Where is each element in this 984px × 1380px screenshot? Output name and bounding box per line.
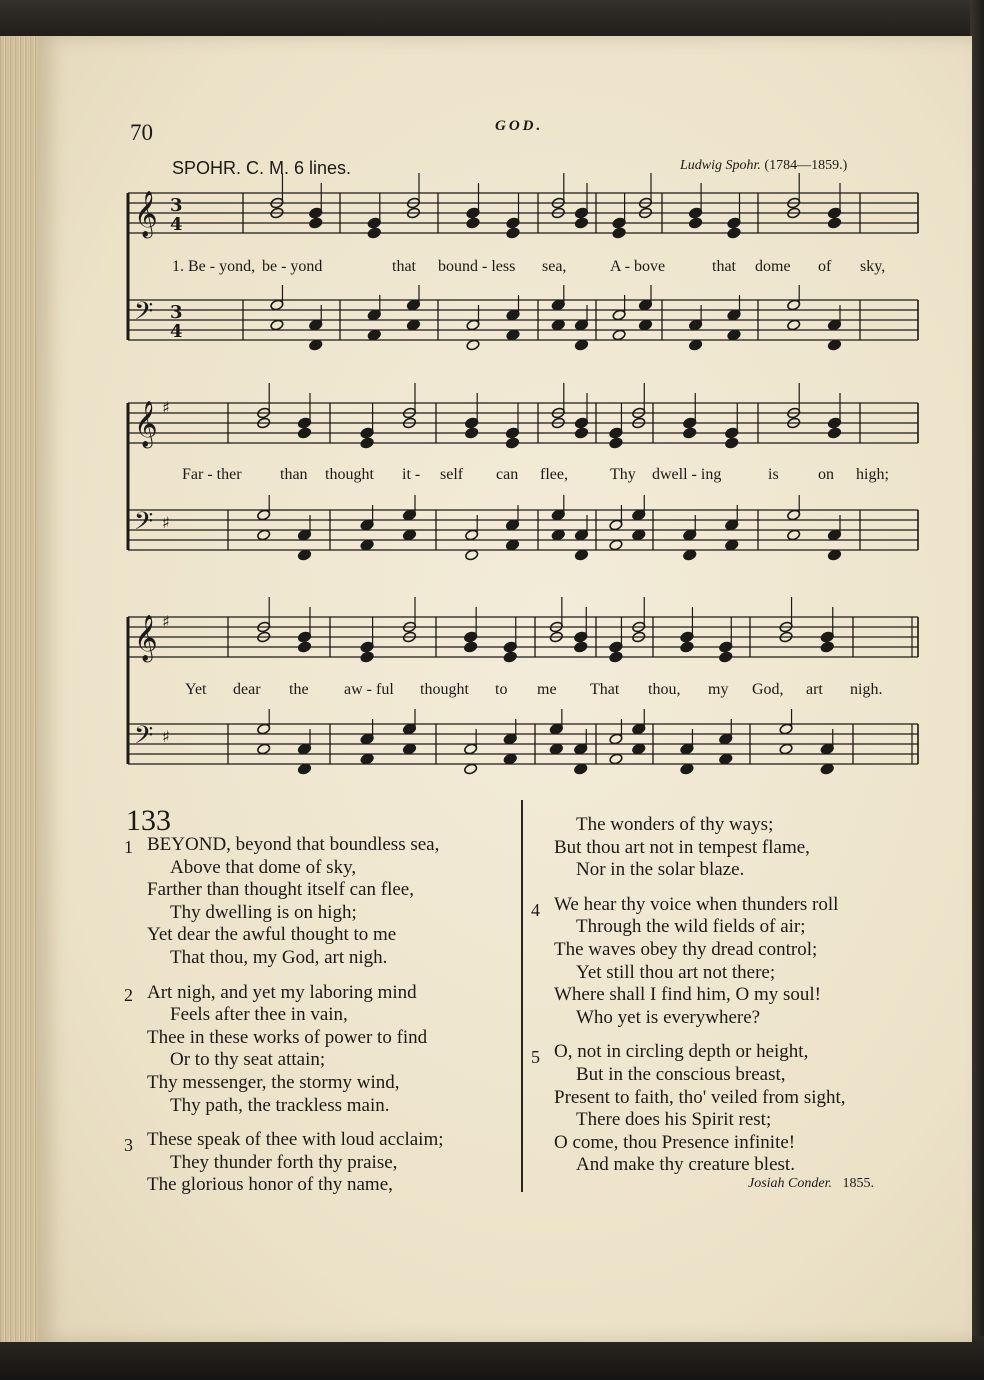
treble-note [574,427,588,439]
lyric-syllable: be - yond [262,258,323,275]
lyric-syllable: sea, [542,258,567,275]
bass-note [574,339,588,351]
treble-note [725,437,739,449]
bass-note [827,549,841,561]
lyric-syllable: than [280,466,308,483]
verse-line: Feels after thee in vain, [170,1004,348,1026]
key-signature-sharp: ♯ [162,398,170,417]
lyric-syllable: 1. Be - yond, [172,258,256,275]
lyric-syllable: to [495,681,508,698]
verse-line: Thy path, the trackless main. [170,1094,390,1116]
lyric-syllable: Thy [610,466,636,483]
verse-line: Where shall I find him, O my soul! [554,984,822,1006]
bass-note [270,319,284,331]
lyric-syllable: thought [420,681,469,698]
verse-line: Art nigh, and yet my laboring mind [147,981,417,1003]
treble-note [727,227,741,239]
time-signature-bottom: 4 [170,321,183,342]
treble-note [827,217,841,229]
author-name: Josiah Conder. [748,1176,832,1191]
bass-clef: 𝄢 [134,507,154,542]
verse-line: Above that dome of sky, [170,856,357,878]
verse-line: But in the conscious breast, [576,1064,786,1085]
verse-line: Thy messenger, the stormy wind, [147,1072,400,1093]
lyric-syllable: art [806,681,823,698]
bass-note [257,743,271,755]
bass-clef: 𝄢 [134,297,154,332]
bass-note [549,743,563,755]
lyric-syllable: Far - ther [182,466,242,483]
verse-line: We hear thy voice when thunders roll [554,893,839,915]
bass-note [787,529,801,541]
time-signature-top: 3 [170,302,183,323]
treble-clef: 𝄞 [134,191,158,237]
bass-note [466,339,480,351]
treble-note [689,217,703,229]
verse-line: These speak of thee with loud acclaim; [147,1129,444,1151]
bass-note [680,763,694,775]
verse-number: 3 [124,1135,133,1156]
treble-note [827,427,841,439]
bass-clef: 𝄢 [134,721,154,756]
time-signature-top: 3 [170,195,183,216]
verse-line: Farther than thought itself can flee, [147,879,414,901]
lyric-syllable: my [708,681,729,698]
treble-note [609,651,623,663]
bass-note [725,539,739,551]
composer-dates: (1784—1859.) [764,158,848,173]
treble-note [719,651,733,663]
lyric-syllable: thought [325,466,374,483]
book-cover-bottom [0,1336,984,1380]
bass-note [609,753,623,765]
bass-note [827,339,841,351]
verse-line: There does his Spirit rest; [576,1109,772,1131]
treble-note [612,227,626,239]
bass-note [719,753,733,765]
lyric-syllable: that [712,258,736,275]
bass-note [465,549,479,561]
lyric-syllable: sky, [860,258,886,275]
verse-line: O, not in circling depth or height, [554,1041,809,1063]
verse-line: Yet dear the awful thought to me [147,924,397,946]
key-signature-sharp: ♯ [162,727,170,746]
treble-note [297,427,311,439]
verse-line: They thunder forth thy praise, [170,1151,398,1173]
verse-line: Nor in the solar blaze. [576,859,745,881]
lyric-syllable: dome [755,258,791,275]
treble-note [297,641,311,653]
bass-note [360,539,374,551]
bass-note [638,319,652,331]
treble-note [820,641,834,653]
page-number: 70 [130,120,153,145]
lyric-syllable: self [440,466,464,483]
bass-note [505,539,519,551]
treble-note [609,437,623,449]
lyric-syllable: can [496,466,519,483]
verse-line: Thy dwelling is on high; [170,901,357,923]
verse-line: BEYOND, beyond that boundless sea, [147,834,440,855]
bass-note [551,529,565,541]
lyric-syllable: that [392,258,416,275]
lyric-syllable: high; [856,466,889,483]
treble-note [574,641,588,653]
verse-line: The wonders of thy ways; [576,814,774,835]
lyric-syllable: flee, [540,466,568,483]
treble-note [680,641,694,653]
bass-note [727,329,741,341]
bass-note [360,753,374,765]
lyric-syllable: bound - less [438,258,516,275]
treble-note [367,227,381,239]
treble-note [506,227,520,239]
bass-note [257,529,271,541]
bass-note [297,549,311,561]
bass-note [464,763,478,775]
bass-note [406,319,420,331]
lyric-syllable: A - bove [610,258,666,275]
bass-note [632,529,646,541]
verse-line: And make thy creature blest. [576,1154,795,1176]
bass-note [689,339,703,351]
treble-note [465,427,479,439]
bass-note [503,753,517,765]
bass-note [779,743,793,755]
treble-note [360,437,374,449]
lyric-syllable: of [818,258,832,275]
time-signature-bottom: 4 [170,214,183,235]
lyric-syllable: the [289,681,309,698]
bass-note [632,743,646,755]
treble-note [360,651,374,663]
verse-line: Yet still thou art not there; [576,961,776,983]
lyric-syllable: me [537,681,557,698]
verse-line: Through the wild fields of air; [576,916,806,938]
composer-name: Ludwig Spohr. [680,158,761,173]
lyric-syllable: aw - ful [344,681,394,698]
lyric-syllable: dwell - ing [652,466,722,483]
author-year: 1855. [842,1176,874,1191]
bass-note [574,763,588,775]
bass-note [402,743,416,755]
verse-line: Thee in these works of power to find [147,1026,428,1048]
key-signature-sharp: ♯ [162,513,170,532]
verse-line: Or to thy seat attain; [170,1049,326,1071]
lyric-syllable: Yet [185,681,207,698]
bass-note [402,529,416,541]
verse-line: The waves obey thy dread control; [554,939,818,960]
treble-note [574,217,588,229]
verse-number: 5 [531,1047,540,1068]
lyric-syllable: it - [402,466,421,483]
lyric-syllable: nigh. [850,681,883,698]
bass-note [574,549,588,561]
verse-number: 1 [124,837,133,857]
treble-note [505,437,519,449]
bass-note [506,329,520,341]
treble-note [503,651,517,663]
bass-note [683,549,697,561]
author-credit [748,1176,874,1192]
verse-line: The glorious honor of thy name, [147,1174,393,1196]
treble-clef: 𝄞 [134,615,158,661]
verse-number: 2 [124,984,133,1005]
lyric-syllable: dear [233,681,261,698]
treble-clef: 𝄞 [134,401,158,447]
bass-note [612,329,626,341]
bass-note [787,319,801,331]
verse-line: Who yet is everywhere? [576,1006,761,1028]
tune-name: SPOHR. C. M. 6 lines. [172,158,352,178]
verse-line: That thou, my God, art nigh. [170,947,388,968]
treble-note [309,217,323,229]
verse-number: 4 [531,899,540,920]
column-divider [521,800,523,1192]
treble-note [464,641,478,653]
lyric-syllable: on [818,466,834,483]
lyric-syllable: is [768,466,779,483]
running-head: GOD. [495,118,544,134]
lyric-syllable: That [590,681,620,698]
lyric-syllable: thou, [648,681,681,698]
bass-note [609,539,623,551]
bass-note [367,329,381,341]
verse-line: But thou art not in tempest flame, [554,836,810,858]
bass-note [297,763,311,775]
bass-note [820,763,834,775]
key-signature-sharp: ♯ [162,612,170,631]
treble-note [683,427,697,439]
verse-line: O come, thou Presence infinite! [554,1131,796,1153]
verse-line: Present to faith, tho' veiled from sight, [554,1086,846,1108]
treble-note [466,217,480,229]
bass-note [309,339,323,351]
bass-note [551,319,565,331]
hymn-number: 133 [126,804,171,837]
lyric-syllable: God, [752,681,784,698]
